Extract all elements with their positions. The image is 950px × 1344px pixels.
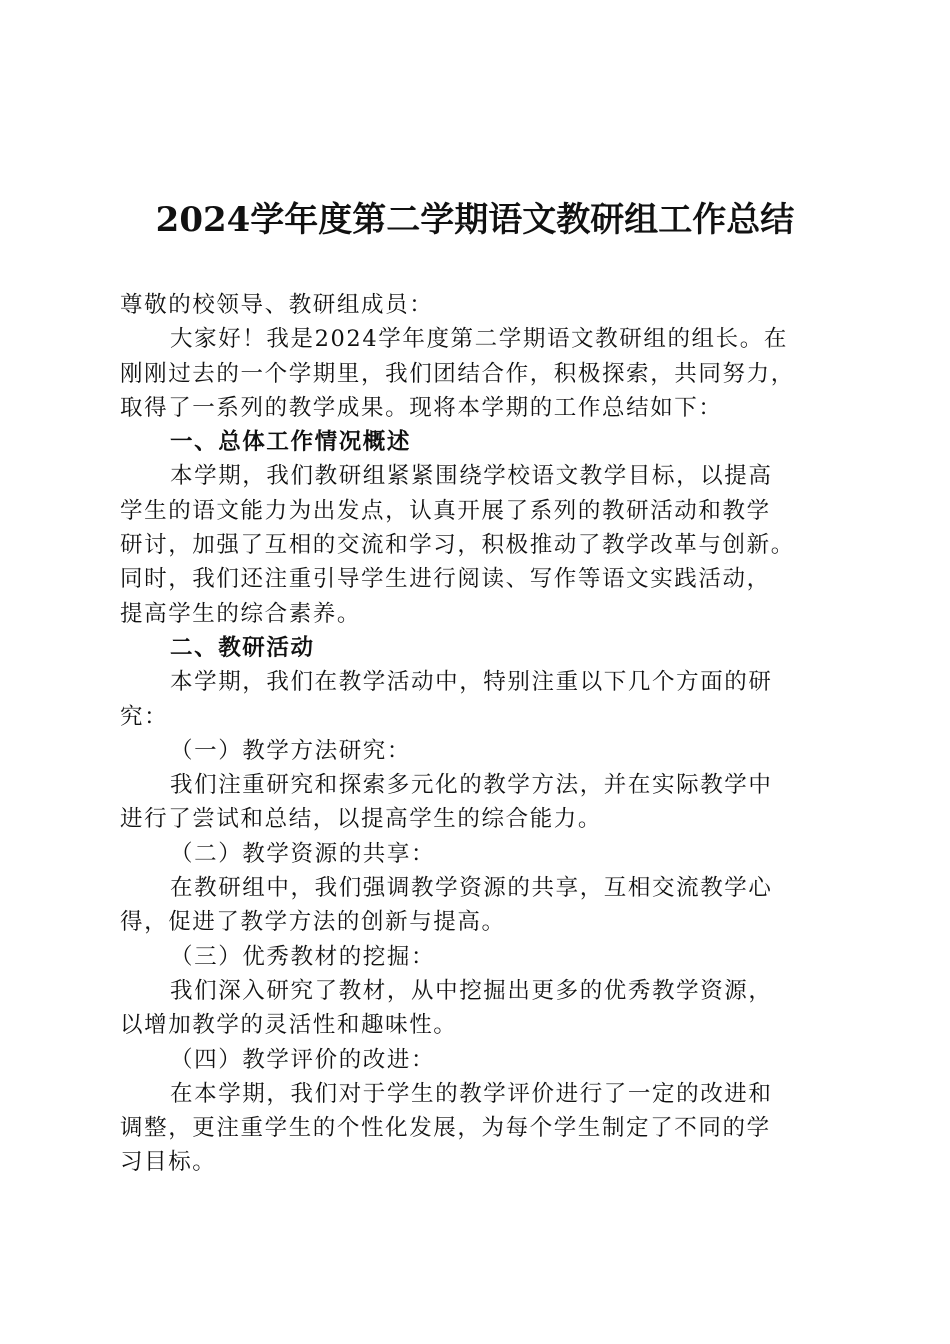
paragraph-line: 我们注重研究和探索多元化的教学方法，并在实际教学中 (170, 772, 773, 799)
paragraph-line: 取得了一系列的教学成果。现将本学期的工作总结如下： (120, 394, 723, 421)
paragraph-line: 提高学生的综合素养。 (120, 600, 362, 627)
paragraph-line: 本学期，我们在教学活动中，特别注重以下几个方面的研 (170, 669, 773, 696)
paragraph-line: 进行了尝试和总结，以提高学生的综合能力。 (120, 806, 603, 833)
paragraph-line: 在教研组中，我们强调教学资源的共享，互相交流教学心 (170, 875, 773, 902)
paragraph-line: 尊敬的校领导、教研组成员： (120, 292, 434, 318)
paragraph-line: 调整，更注重学生的个性化发展，为每个学生制定了不同的学 (120, 1115, 771, 1142)
paragraph-line: 以增加教学的灵活性和趣味性。 (120, 1012, 458, 1039)
paragraph-line: 学生的语文能力为出发点，认真开展了系列的教研活动和教学 (120, 497, 771, 524)
paragraph-line: 在本学期，我们对于学生的教学评价进行了一定的改进和 (170, 1080, 773, 1107)
document-body (120, 288, 835, 1180)
paragraph-line: （二）教学资源的共享： (170, 840, 436, 867)
paragraph-line: 我们深入研究了教材，从中挖掘出更多的优秀教学资源， (170, 977, 773, 1004)
paragraph-line: 同时，我们还注重引导学生进行阅读、写作等语文实践活动， (120, 566, 771, 593)
paragraph-line: （三）优秀教材的挖掘： (170, 943, 436, 970)
paragraph-line: 究： (120, 703, 169, 730)
paragraph-line: （四）教学评价的改进： (170, 1046, 436, 1073)
paragraph-line: 研讨，加强了互相的交流和学习，积极推动了教学改革与创新。 (120, 532, 795, 559)
document-title: 2024学年度第二学期语文教研组工作总结 (155, 200, 795, 240)
paragraph-line: 大家好！我是2024学年度第二学期语文教研组的组长。在 (170, 326, 788, 353)
paragraph-line: 习目标。 (120, 1149, 217, 1176)
paragraph-line: （一）教学方法研究： (170, 737, 412, 764)
paragraph-line: 刚刚过去的一个学期里，我们团结合作，积极探索，共同努力， (120, 360, 795, 387)
section-heading: 一、总体工作情况概述 (170, 429, 412, 456)
section-heading: 二、教研活动 (170, 634, 315, 661)
paragraph-line: 本学期，我们教研组紧紧围绕学校语文教学目标，以提高 (170, 463, 773, 490)
paragraph-line: 得，促进了教学方法的创新与提高。 (120, 909, 506, 936)
